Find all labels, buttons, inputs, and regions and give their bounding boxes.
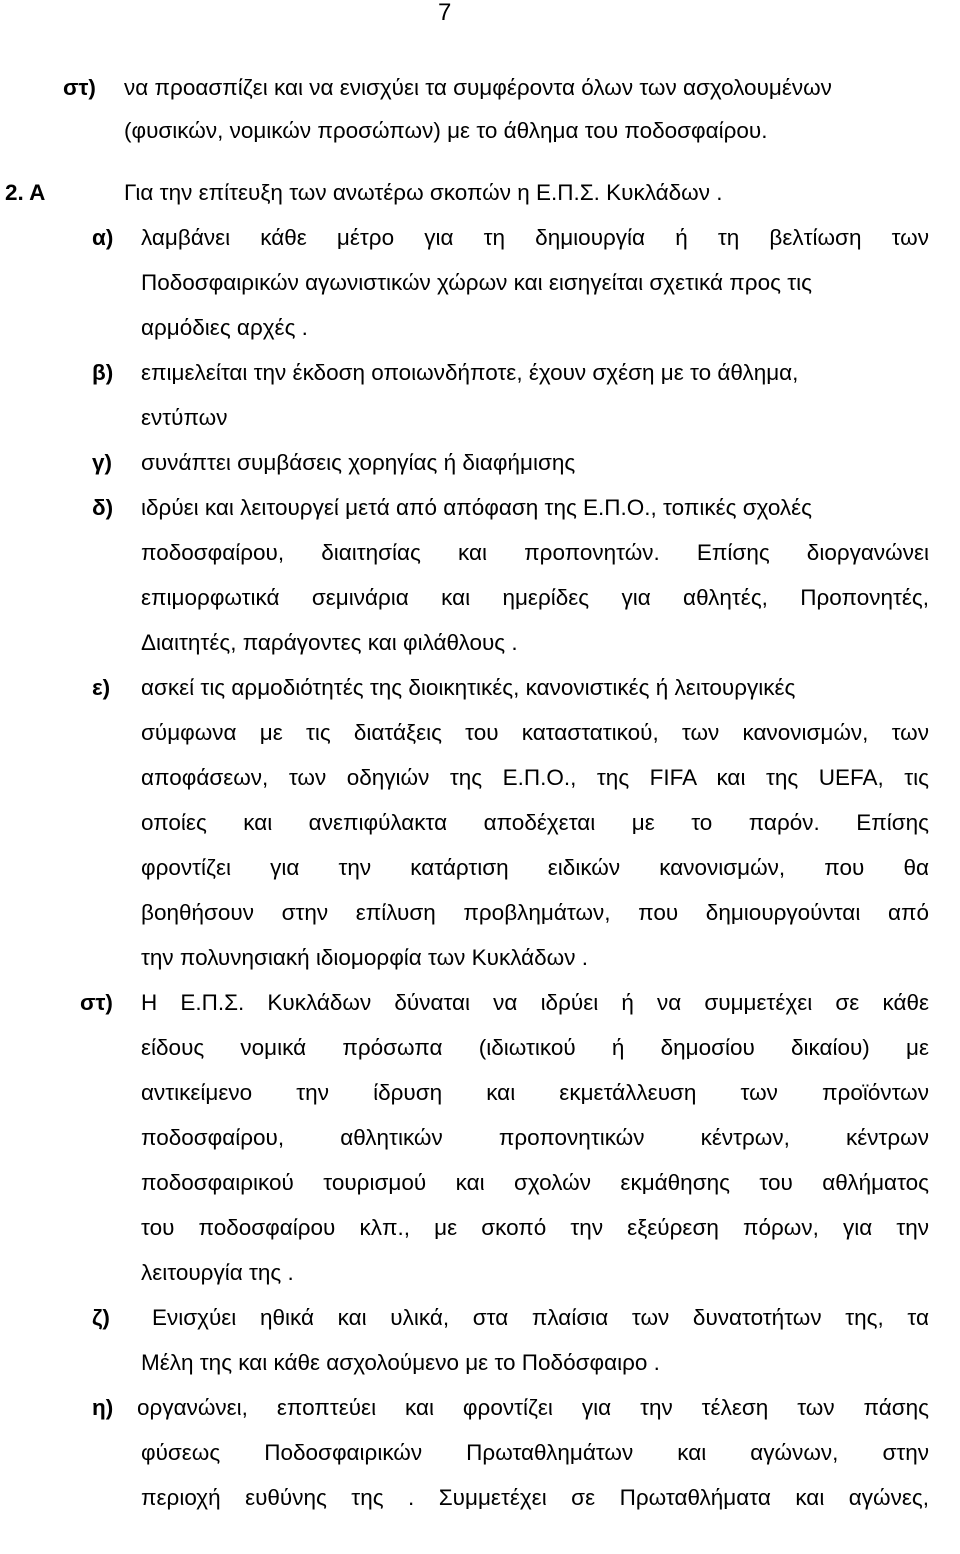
item-label: ε)	[92, 675, 111, 700]
text-line: φροντίζει για την κατάρτιση ειδικών κανονισμών, που θα	[141, 855, 929, 880]
text-line: Ενισχύει ηθικά και υλικά, στα πλαίσια των δυνατοτήτων της, τα	[152, 1305, 929, 1330]
text-line: (φυσικών, νομικών προσώπων) με το άθλημα του ποδοσφαίρου.	[124, 118, 768, 143]
text-line: Ποδοσφαιρικών αγωνιστικών χώρων και εισηγείται σχετικά προς τις	[141, 270, 812, 295]
text-line: οποίες και ανεπιφύλακτα αποδέχεται με το παρόν. Επίσης	[141, 810, 929, 835]
item-label: γ)	[92, 450, 113, 475]
text-line: λειτουργία της .	[141, 1260, 294, 1285]
page-number: 7	[438, 0, 452, 26]
text-line: βοηθήσουν στην επίλυση προβλημάτων, που δημιουργούνται από	[141, 900, 929, 925]
text-line: την πολυνησιακή ιδιομορφία των Κυκλάδων .	[141, 945, 589, 970]
text-line: Η Ε.Π.Σ. Κυκλάδων δύναται να ιδρύει ή να συμμετέχει σε κάθε	[141, 990, 929, 1015]
text-line: επιμελείται την έκδοση οποιωνδήποτε, έχουν σχέση με το άθλημα,	[141, 360, 799, 385]
text-line: αρμόδιες αρχές .	[141, 315, 308, 340]
text-line: ασκεί τις αρμοδιότητές της διοικητικές, κανονιστικές ή λειτουργικές	[141, 675, 796, 700]
text-line: ποδοσφαίρου, αθλητικών προπονητικών κέντρων, κέντρων	[141, 1125, 929, 1150]
item-label: στ)	[63, 75, 96, 100]
text-line: να προασπίζει και να ενισχύει τα συμφέροντα όλων των ασχολουμένων	[124, 75, 832, 100]
text-line: περιοχή ευθύνης της . Συμμετέχει σε Πρωταθλήματα και αγώνες,	[141, 1485, 929, 1510]
text-line: φύσεως Ποδοσφαιρικών Πρωταθλημάτων και αγώνων, στην	[141, 1440, 929, 1465]
text-line: ποδοσφαίρου, διαιτησίας και προπονητών. Επίσης διοργανώνει	[141, 540, 929, 565]
text-line: οργανώνει, εποπτεύει και φροντίζει για την τέλεση των πάσης	[137, 1395, 929, 1420]
text-line: εντύπων	[141, 405, 228, 430]
item-label: α)	[92, 225, 114, 250]
text-line: ποδοσφαιρικού τουρισμού και σχολών εκμάθησης του αθλήματος	[141, 1170, 929, 1195]
item-label: δ)	[92, 495, 114, 520]
section-label: 2. Α	[5, 180, 46, 205]
item-label: β)	[92, 360, 114, 385]
section-heading-text: Για την επίτευξη των ανωτέρω σκοπών η Ε.Π.Σ. Κυκλάδων .	[124, 180, 723, 205]
item-label: στ)	[80, 990, 113, 1015]
text-line: του ποδοσφαίρου κλπ., με σκοπό την εξεύρεση πόρων, για την	[141, 1215, 929, 1240]
text-line: είδους νομικά πρόσωπα (ιδιωτικού ή δημοσίου δικαίου) με	[141, 1035, 929, 1060]
text-line: αποφάσεων, των οδηγιών της Ε.Π.Ο., της FIFA και της UEFA, τις	[141, 765, 929, 790]
text-line: συνάπτει συμβάσεις χορηγίας ή διαφήμισης	[141, 450, 576, 475]
text-line: αντικείμενο την ίδρυση και εκμετάλλευση των προϊόντων	[141, 1080, 929, 1105]
item-label: ζ)	[92, 1305, 110, 1330]
text-line: σύμφωνα με τις διατάξεις του καταστατικού, των κανονισμών, των	[141, 720, 929, 745]
text-line: επιμορφωτικά σεμινάρια και ημερίδες για αθλητές, Προπονητές,	[141, 585, 929, 610]
text-line: Μέλη της και κάθε ασχολούμενο με το Ποδόσφαιρο .	[141, 1350, 660, 1375]
item-label: η)	[92, 1395, 114, 1420]
text-line: Διαιτητές, παράγοντες και φιλάθλους .	[141, 630, 518, 655]
text-line: λαμβάνει κάθε μέτρο για τη δημιουργία ή τη βελτίωση των	[141, 225, 929, 250]
text-line: ιδρύει και λειτουργεί μετά από απόφαση της Ε.Π.Ο., τοπικές σχολές	[141, 495, 813, 520]
